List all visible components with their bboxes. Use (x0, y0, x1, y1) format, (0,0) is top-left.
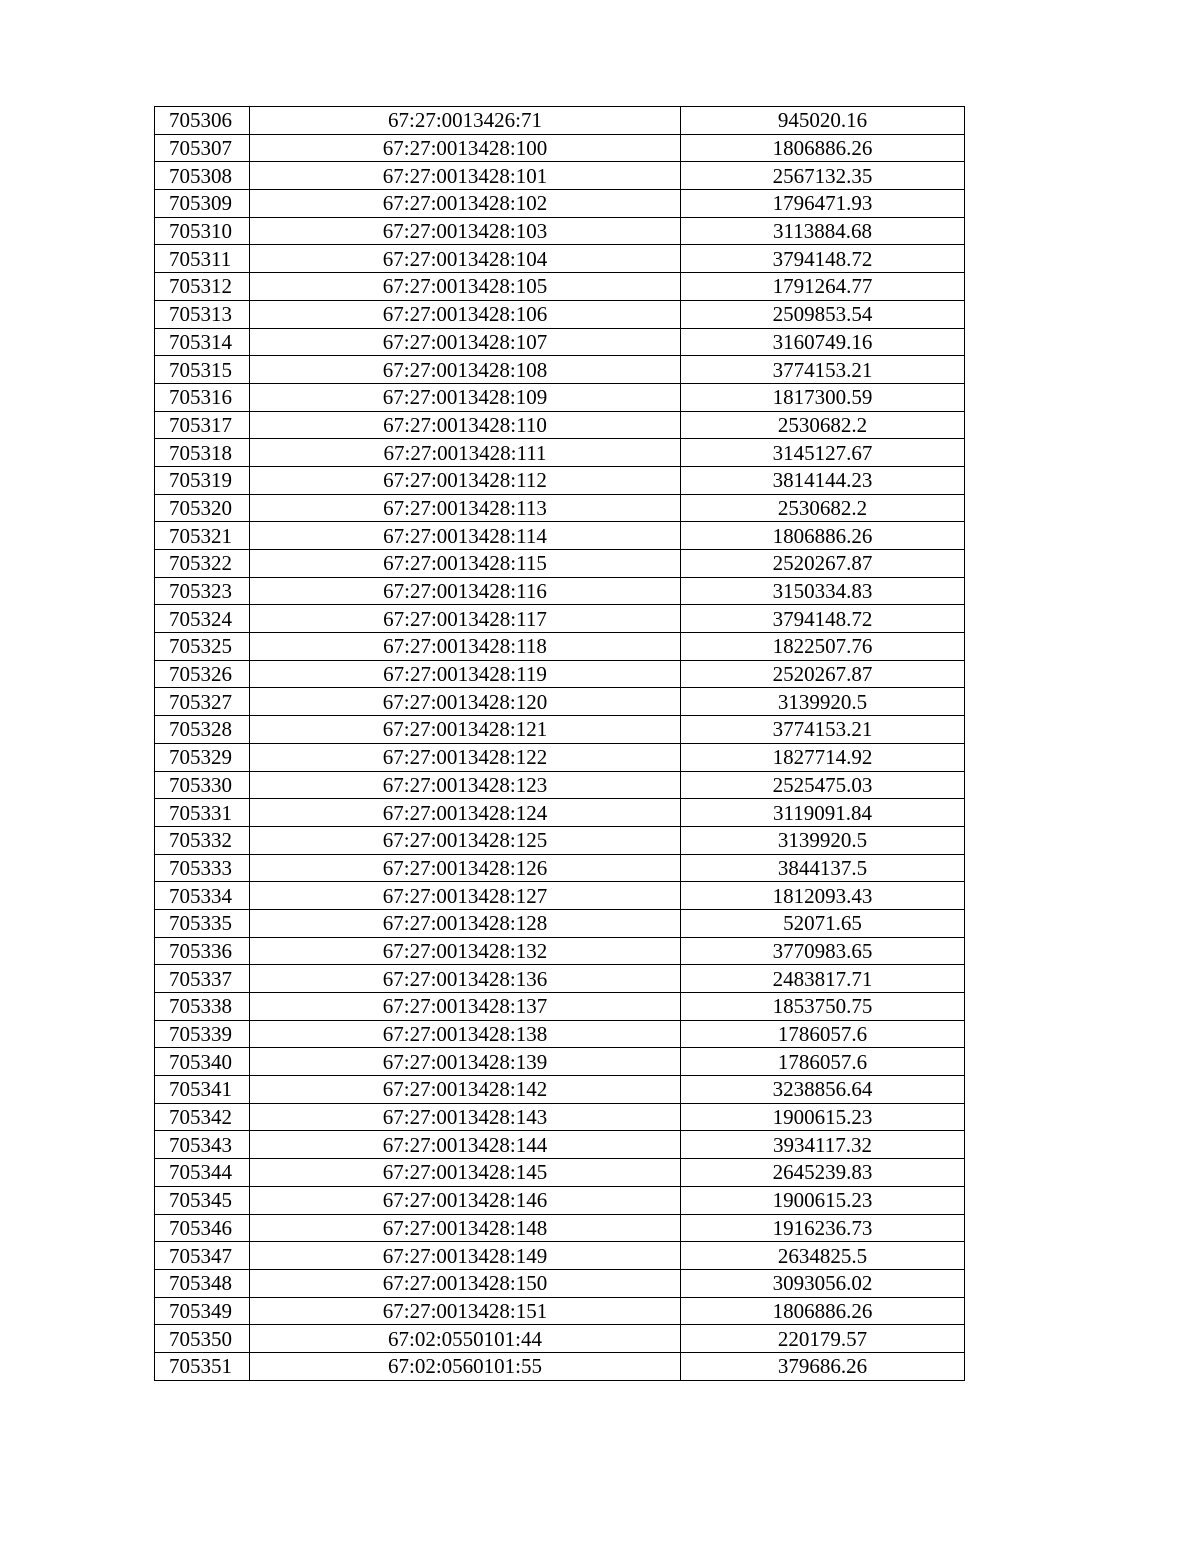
value-cell: 1796471.93 (681, 190, 965, 218)
row-number-cell: 705313 (155, 300, 250, 328)
registry-table-body (155, 107, 965, 1381)
cadastral-number-cell: 67:27:0013428:123 (250, 771, 681, 799)
value-cell: 220179.57 (681, 1325, 965, 1353)
value-cell: 1806886.26 (681, 134, 965, 162)
row-number-cell: 705315 (155, 356, 250, 384)
row-number-cell: 705316 (155, 383, 250, 411)
value-cell: 2509853.54 (681, 300, 965, 328)
table-row (155, 439, 965, 467)
row-number-cell: 705325 (155, 633, 250, 661)
value-cell: 3774153.21 (681, 356, 965, 384)
row-number-cell: 705350 (155, 1325, 250, 1353)
cadastral-number-cell: 67:27:0013428:104 (250, 245, 681, 273)
cadastral-number-cell: 67:27:0013428:137 (250, 993, 681, 1021)
cadastral-number-cell: 67:02:0560101:55 (250, 1352, 681, 1380)
row-number-cell: 705332 (155, 826, 250, 854)
cadastral-number-cell: 67:27:0013428:116 (250, 577, 681, 605)
table-row (155, 190, 965, 218)
row-number-cell: 705351 (155, 1352, 250, 1380)
table-row (155, 162, 965, 190)
table-row (155, 854, 965, 882)
cadastral-number-cell: 67:27:0013428:146 (250, 1186, 681, 1214)
row-number-cell: 705336 (155, 937, 250, 965)
value-cell: 1853750.75 (681, 993, 965, 1021)
value-cell: 2483817.71 (681, 965, 965, 993)
row-number-cell: 705321 (155, 522, 250, 550)
value-cell: 3145127.67 (681, 439, 965, 467)
table-row (155, 1352, 965, 1380)
value-cell: 1791264.77 (681, 273, 965, 301)
table-row (155, 466, 965, 494)
row-number-cell: 705307 (155, 134, 250, 162)
row-number-cell: 705309 (155, 190, 250, 218)
cadastral-number-cell: 67:27:0013428:122 (250, 743, 681, 771)
table-row (155, 1269, 965, 1297)
table-row (155, 577, 965, 605)
table-row (155, 1020, 965, 1048)
table-row (155, 1048, 965, 1076)
table-row (155, 1214, 965, 1242)
value-cell: 3794148.72 (681, 605, 965, 633)
row-number-cell: 705320 (155, 494, 250, 522)
cadastral-number-cell: 67:27:0013428:119 (250, 660, 681, 688)
row-number-cell: 705324 (155, 605, 250, 633)
cadastral-number-cell: 67:27:0013428:102 (250, 190, 681, 218)
cadastral-number-cell: 67:27:0013428:114 (250, 522, 681, 550)
cadastral-number-cell: 67:27:0013428:107 (250, 328, 681, 356)
value-cell: 1786057.6 (681, 1048, 965, 1076)
table-row (155, 660, 965, 688)
cadastral-number-cell: 67:27:0013428:142 (250, 1076, 681, 1104)
row-number-cell: 705346 (155, 1214, 250, 1242)
cadastral-number-cell: 67:27:0013428:128 (250, 909, 681, 937)
value-cell: 1900615.23 (681, 1186, 965, 1214)
table-row (155, 245, 965, 273)
row-number-cell: 705308 (155, 162, 250, 190)
cadastral-number-cell: 67:27:0013428:125 (250, 826, 681, 854)
table-row (155, 1159, 965, 1187)
cadastral-number-cell: 67:27:0013428:139 (250, 1048, 681, 1076)
row-number-cell: 705337 (155, 965, 250, 993)
value-cell: 3160749.16 (681, 328, 965, 356)
row-number-cell: 705330 (155, 771, 250, 799)
row-number-cell: 705345 (155, 1186, 250, 1214)
value-cell: 379686.26 (681, 1352, 965, 1380)
value-cell: 3139920.5 (681, 826, 965, 854)
value-cell: 2645239.83 (681, 1159, 965, 1187)
cadastral-number-cell: 67:27:0013428:150 (250, 1269, 681, 1297)
table-row (155, 993, 965, 1021)
value-cell: 1806886.26 (681, 1297, 965, 1325)
table-row (155, 522, 965, 550)
table-row (155, 771, 965, 799)
table-row (155, 743, 965, 771)
row-number-cell: 705310 (155, 217, 250, 245)
table-row (155, 826, 965, 854)
row-number-cell: 705344 (155, 1159, 250, 1187)
row-number-cell: 705339 (155, 1020, 250, 1048)
value-cell: 2634825.5 (681, 1242, 965, 1270)
cadastral-number-cell: 67:27:0013426:71 (250, 107, 681, 135)
value-cell: 3934117.32 (681, 1131, 965, 1159)
table-row (155, 799, 965, 827)
cadastral-number-cell: 67:27:0013428:148 (250, 1214, 681, 1242)
cadastral-number-cell: 67:02:0550101:44 (250, 1325, 681, 1353)
table-row (155, 605, 965, 633)
row-number-cell: 705328 (155, 716, 250, 744)
row-number-cell: 705318 (155, 439, 250, 467)
cadastral-number-cell: 67:27:0013428:143 (250, 1103, 681, 1131)
row-number-cell: 705314 (155, 328, 250, 356)
table-row (155, 1076, 965, 1104)
value-cell: 3238856.64 (681, 1076, 965, 1104)
cadastral-number-cell: 67:27:0013428:126 (250, 854, 681, 882)
row-number-cell: 705322 (155, 550, 250, 578)
value-cell: 2525475.03 (681, 771, 965, 799)
cadastral-number-cell: 67:27:0013428:115 (250, 550, 681, 578)
cadastral-number-cell: 67:27:0013428:151 (250, 1297, 681, 1325)
value-cell: 1817300.59 (681, 383, 965, 411)
table-row (155, 550, 965, 578)
cadastral-number-cell: 67:27:0013428:145 (250, 1159, 681, 1187)
table-row (155, 1186, 965, 1214)
row-number-cell: 705347 (155, 1242, 250, 1270)
value-cell: 3113884.68 (681, 217, 965, 245)
table-row (155, 494, 965, 522)
row-number-cell: 705326 (155, 660, 250, 688)
value-cell: 3119091.84 (681, 799, 965, 827)
value-cell: 3770983.65 (681, 937, 965, 965)
table-row (155, 1297, 965, 1325)
row-number-cell: 705319 (155, 466, 250, 494)
row-number-cell: 705340 (155, 1048, 250, 1076)
table-row (155, 688, 965, 716)
row-number-cell: 705323 (155, 577, 250, 605)
value-cell: 3814144.23 (681, 466, 965, 494)
cadastral-number-cell: 67:27:0013428:118 (250, 633, 681, 661)
table-row (155, 716, 965, 744)
cadastral-number-cell: 67:27:0013428:120 (250, 688, 681, 716)
value-cell: 2530682.2 (681, 494, 965, 522)
table-row (155, 882, 965, 910)
row-number-cell: 705335 (155, 909, 250, 937)
value-cell: 3093056.02 (681, 1269, 965, 1297)
table-row (155, 134, 965, 162)
cadastral-number-cell: 67:27:0013428:106 (250, 300, 681, 328)
value-cell: 3844137.5 (681, 854, 965, 882)
cadastral-number-cell: 67:27:0013428:113 (250, 494, 681, 522)
cadastral-number-cell: 67:27:0013428:100 (250, 134, 681, 162)
row-number-cell: 705333 (155, 854, 250, 882)
cadastral-number-cell: 67:27:0013428:108 (250, 356, 681, 384)
cadastral-number-cell: 67:27:0013428:127 (250, 882, 681, 910)
table-row (155, 1131, 965, 1159)
table-row (155, 909, 965, 937)
table-row (155, 633, 965, 661)
row-number-cell: 705348 (155, 1269, 250, 1297)
table-row (155, 411, 965, 439)
value-cell: 3150334.83 (681, 577, 965, 605)
value-cell: 945020.16 (681, 107, 965, 135)
cadastral-number-cell: 67:27:0013428:117 (250, 605, 681, 633)
value-cell: 1806886.26 (681, 522, 965, 550)
row-number-cell: 705334 (155, 882, 250, 910)
cadastral-number-cell: 67:27:0013428:124 (250, 799, 681, 827)
cadastral-number-cell: 67:27:0013428:101 (250, 162, 681, 190)
cadastral-number-cell: 67:27:0013428:110 (250, 411, 681, 439)
table-row (155, 1103, 965, 1131)
value-cell: 2520267.87 (681, 660, 965, 688)
row-number-cell: 705349 (155, 1297, 250, 1325)
value-cell: 3794148.72 (681, 245, 965, 273)
row-number-cell: 705312 (155, 273, 250, 301)
row-number-cell: 705331 (155, 799, 250, 827)
value-cell: 3774153.21 (681, 716, 965, 744)
cadastral-number-cell: 67:27:0013428:136 (250, 965, 681, 993)
table-row (155, 217, 965, 245)
value-cell: 52071.65 (681, 909, 965, 937)
row-number-cell: 705327 (155, 688, 250, 716)
value-cell: 2567132.35 (681, 162, 965, 190)
table-row (155, 356, 965, 384)
value-cell: 2520267.87 (681, 550, 965, 578)
table-row (155, 383, 965, 411)
row-number-cell: 705311 (155, 245, 250, 273)
cadastral-number-cell: 67:27:0013428:138 (250, 1020, 681, 1048)
cadastral-number-cell: 67:27:0013428:121 (250, 716, 681, 744)
value-cell: 2530682.2 (681, 411, 965, 439)
value-cell: 1900615.23 (681, 1103, 965, 1131)
registry-table (154, 106, 965, 1381)
cadastral-number-cell: 67:27:0013428:105 (250, 273, 681, 301)
value-cell: 1916236.73 (681, 1214, 965, 1242)
value-cell: 1827714.92 (681, 743, 965, 771)
row-number-cell: 705317 (155, 411, 250, 439)
table-row (155, 937, 965, 965)
cadastral-number-cell: 67:27:0013428:111 (250, 439, 681, 467)
table-row (155, 273, 965, 301)
value-cell: 1812093.43 (681, 882, 965, 910)
table-row (155, 1242, 965, 1270)
cadastral-number-cell: 67:27:0013428:144 (250, 1131, 681, 1159)
row-number-cell: 705341 (155, 1076, 250, 1104)
value-cell: 1786057.6 (681, 1020, 965, 1048)
table-row (155, 1325, 965, 1353)
row-number-cell: 705329 (155, 743, 250, 771)
row-number-cell: 705342 (155, 1103, 250, 1131)
cadastral-number-cell: 67:27:0013428:149 (250, 1242, 681, 1270)
table-row (155, 328, 965, 356)
cadastral-number-cell: 67:27:0013428:112 (250, 466, 681, 494)
table-row (155, 107, 965, 135)
value-cell: 1822507.76 (681, 633, 965, 661)
row-number-cell: 705338 (155, 993, 250, 1021)
table-row (155, 300, 965, 328)
cadastral-number-cell: 67:27:0013428:103 (250, 217, 681, 245)
cadastral-number-cell: 67:27:0013428:132 (250, 937, 681, 965)
cadastral-number-cell: 67:27:0013428:109 (250, 383, 681, 411)
value-cell: 3139920.5 (681, 688, 965, 716)
table-row (155, 965, 965, 993)
row-number-cell: 705343 (155, 1131, 250, 1159)
row-number-cell: 705306 (155, 107, 250, 135)
